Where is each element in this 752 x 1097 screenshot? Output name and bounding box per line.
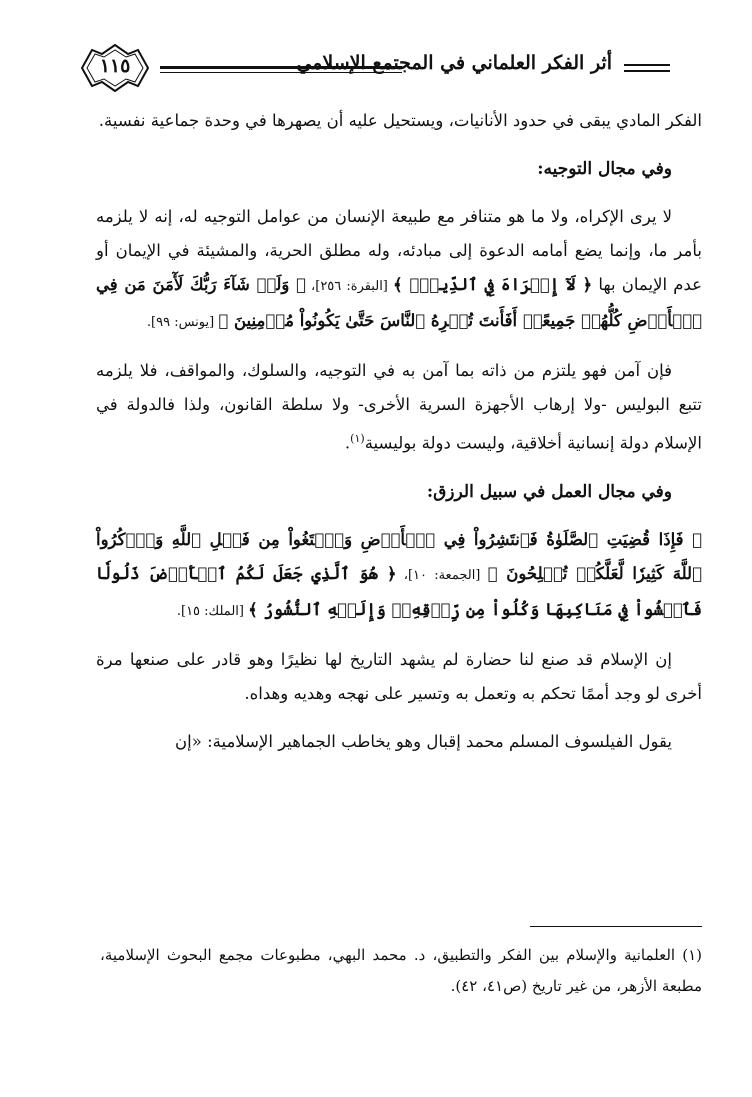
- footnote-marker: (١): [350, 432, 365, 445]
- paragraph-3: [96, 354, 702, 461]
- paragraph-5: إن الإسلام قد صنع لنا حضارة لم يشهد التاريخ لها نظيرًا وهو قادر على صنعها مرة أخرى لو وجد أممًا تحكم به وتعمل به وتسير على نهجه وهديه وهداه.: [96, 649, 702, 703]
- section-heading-livelihood: وفي مجال العمل في سبيل الرزق:: [426, 481, 672, 502]
- verse-reference: [الجمعة: ١٠]،: [396, 567, 488, 583]
- section-heading-guidance: وفي مجال التوجيه:: [537, 159, 672, 179]
- page-body: [96, 104, 702, 773]
- paragraph-2-text: لا يرى الإكراه، ولا ما هو متنافر مع طبيعة الإنسان من عوامل التوجيه له، إنه لا يلزمه بأمر ما، وإنما يضع أمامه الدعوة إلى مبادئه، وله مطلق الحرية، والمشيئة في الإيمان أو عدم الإيمان بها: [96, 207, 702, 294]
- footnote-separator: [530, 926, 702, 927]
- paragraph-2: [96, 200, 702, 340]
- paragraph-4: [96, 523, 702, 629]
- header-rule-right: [624, 64, 670, 66]
- verse-reference: [الملك: ١٥].: [176, 603, 249, 619]
- header-rule-right-lower: [624, 70, 670, 72]
- paragraph-6: يقول الفيلسوف المسلم محمد إقبال وهو يخاطب الجماهير الإسلامية: «إن: [175, 731, 672, 751]
- page-number: ١١٥: [99, 55, 131, 77]
- page-header: [70, 42, 670, 94]
- verse-reference: [البقرة: ٢٥٦]،: [305, 279, 393, 294]
- paragraph-3-end: .: [344, 433, 351, 453]
- page-number-badge: [70, 42, 160, 94]
- paragraph-1: الفكر المادي يبقى في حدود الأنانيات، ويستحيل عليه أن يصهرها في وحدة جماعية نفسية.: [98, 111, 702, 130]
- quran-verse: ﴿ هُوَ ٱلَّذِي جَعَلَ لَكُمُ ٱلۡأَرۡضَ ذَلُولٗا فَٱمۡشُواْ فِي مَنَاكِبِهَا وَكُلُواْ مِن رِّزۡقِهِۦۖ وَإِلَيۡهِ ٱلنُّشُورُ ﴾: [96, 563, 702, 619]
- quran-verse: ﴿ فَإِذَا قُضِيَتِ ٱلصَّلَوٰةُ فَٱنتَشِرُواْ فِي ٱلۡأَرۡضِ وَٱبۡتَغُواْ مِن فَضۡلِ ٱللَّهِ وَٱذۡكُرُواْ ٱللَّهَ كَثِيرٗا لَّعَلَّكُمۡ تُفۡلِحُونَ ﴾: [96, 529, 702, 583]
- running-title: أثر الفكر العلماني في المجتمع الإسلامي: [296, 52, 612, 74]
- footnote-1: (١) العلمانية والإسلام بين الفكر والتطبيق، د. محمد البهي، مطبوعات مجمع البحوث الإسلامية، مطبعة الأزهر، من غير تاريخ (ص٤١، ٤٢).: [100, 946, 702, 995]
- quran-verse: ﴿ لَآ إِكۡرَاهَ فِي ٱلدِّينِۖ ﴾: [393, 275, 593, 294]
- verse-reference: [يونس: ٩٩].: [146, 315, 219, 330]
- paragraph-3-text: فإن آمن فهو يلتزم من ذاته بما آمن به في التوجيه، والسلوك، والمواقف، فلا يلزمه تتبع البوليس -ولا إرهاب الأجهزة السرية الأخرى- ولا سلطة القانون، ولذا فالدولة في الإسلام دولة إنسانية أخلاقية، وليست دولة بوليسية: [96, 361, 702, 453]
- quran-verse: ﴿ وَلَوۡ شَآءَ رَبُّكَ لَأٓمَنَ مَن فِي ٱلۡأَرۡضِ كُلُّهُمۡ جَمِيعًاۚ أَفَأَنتَ تُكۡرِهُ ٱلنَّاسَ حَتَّىٰ يَكُونُواْ مُؤۡمِنِينَ ﴾: [96, 275, 702, 330]
